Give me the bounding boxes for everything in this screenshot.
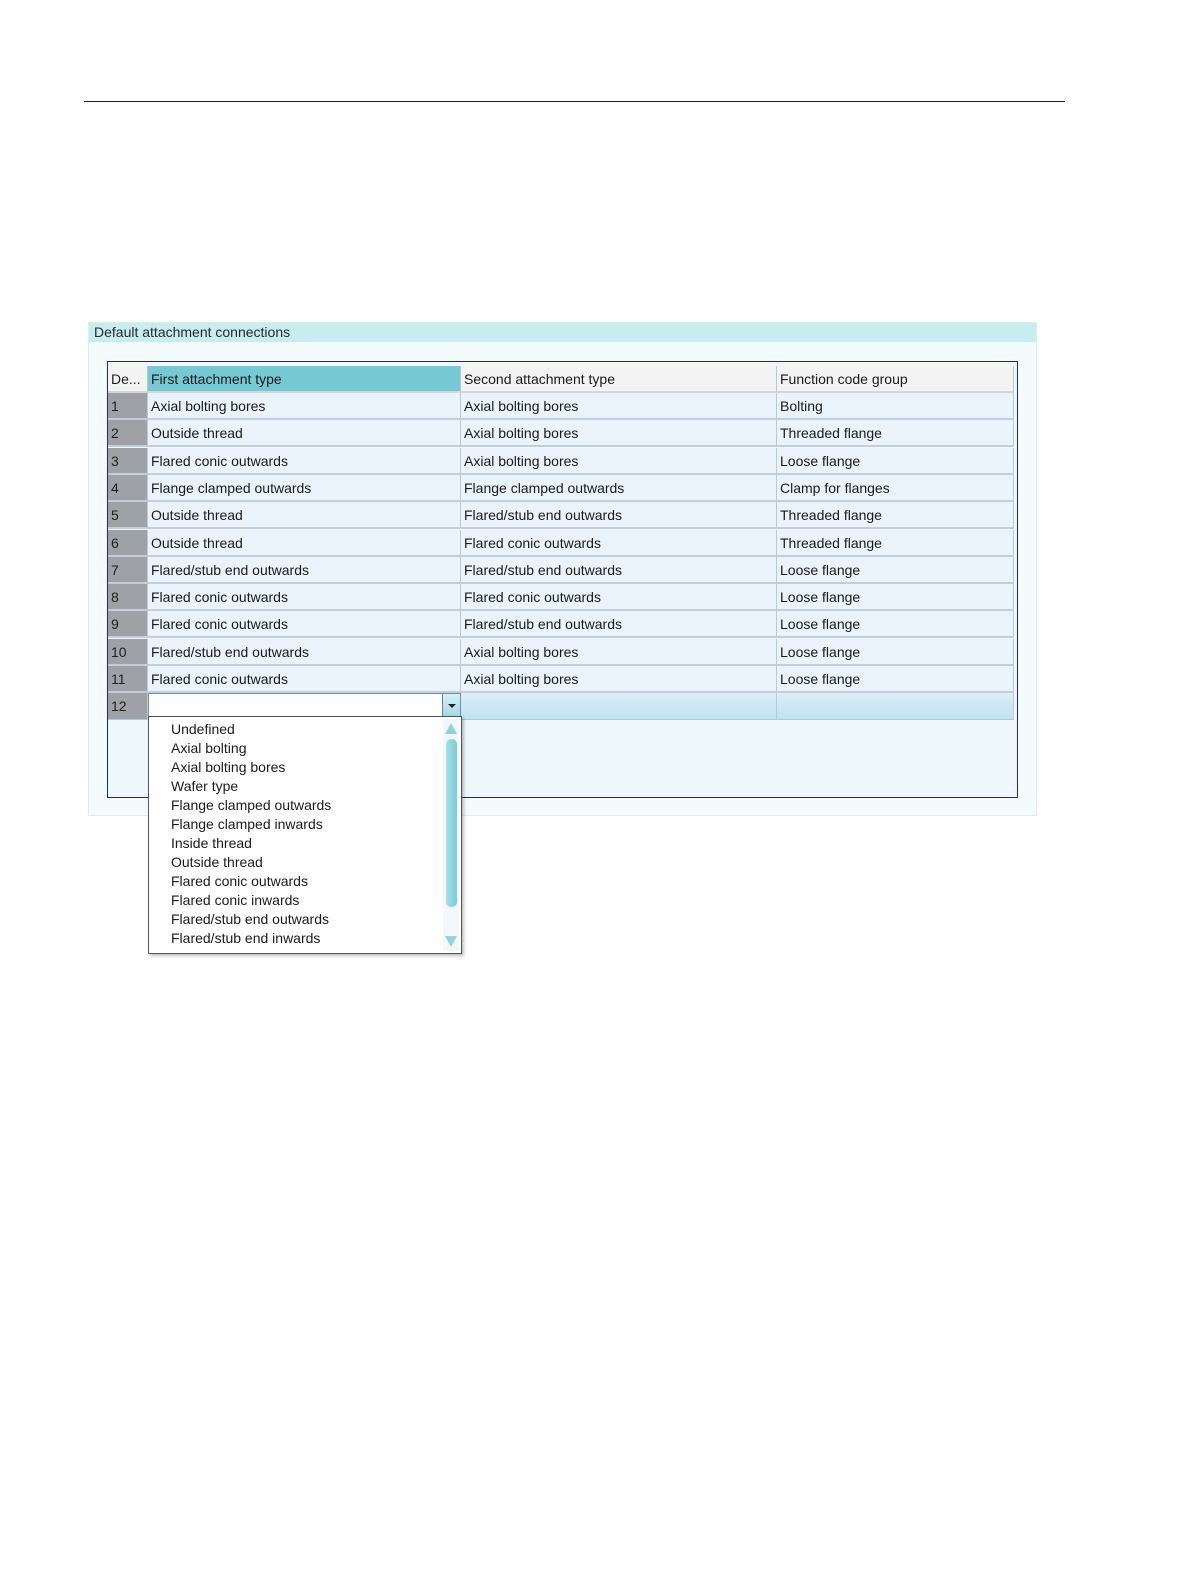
new-row-second-attachment-type[interactable] [461,693,777,720]
dropdown-options [171,720,331,948]
function-code-group-cell[interactable]: Loose flange [777,666,1014,693]
second-attachment-type-cell[interactable]: Axial bolting bores [461,393,777,420]
dropdown-option[interactable]: Flange clamped inwards [171,816,323,832]
column-header-function-code-group[interactable]: Function code group [777,366,1014,393]
new-row-function-code-group[interactable] [777,693,1014,720]
row-index: 5 [108,502,148,529]
dropdown-option[interactable]: Undefined [171,721,235,737]
table-row[interactable] [108,420,1014,447]
table-row[interactable] [108,639,1014,666]
grid-header-row [108,366,1014,393]
first-attachment-type-cell[interactable]: Flared conic outwards [148,611,461,638]
table-row[interactable] [108,584,1014,611]
column-header-first-attachment-type[interactable]: First attachment type [148,366,461,393]
first-attachment-type-cell[interactable]: Outside thread [148,502,461,529]
dropdown-toggle-button[interactable] [442,694,460,718]
row-index: 8 [108,584,148,611]
function-code-group-cell[interactable]: Loose flange [777,611,1014,638]
panel-title: Default attachment connections [89,323,1036,342]
first-attachment-type-cell[interactable]: Flared conic outwards [148,666,461,693]
column-header-index[interactable]: De... [108,366,148,393]
dropdown-option[interactable]: Flange clamped outwards [171,797,332,813]
new-row-index: 12 [108,693,148,720]
second-attachment-type-cell[interactable]: Axial bolting bores [461,639,777,666]
first-attachment-type-cell[interactable]: Flared/stub end outwards [148,639,461,666]
table-row[interactable] [108,502,1014,529]
scroll-thumb[interactable] [446,739,457,907]
dropdown-option[interactable]: Flared/stub end outwards [171,911,329,927]
second-attachment-type-cell[interactable]: Flared/stub end outwards [461,502,777,529]
attachment-type-dropdown-list[interactable] [148,716,462,954]
table-row[interactable] [108,666,1014,693]
first-attachment-type-cell[interactable]: Flared/stub end outwards [148,557,461,584]
dropdown-option[interactable]: Outside thread [171,854,263,870]
function-code-group-cell[interactable]: Loose flange [777,639,1014,666]
dropdown-option[interactable]: Flared conic inwards [171,892,300,908]
row-index: 2 [108,420,148,447]
function-code-group-cell[interactable]: Clamp for flanges [777,475,1014,502]
first-attachment-type-cell[interactable]: Outside thread [148,420,461,447]
dropdown-option[interactable]: Inside thread [171,835,252,851]
row-index: 7 [108,557,148,584]
row-index: 6 [108,530,148,557]
second-attachment-type-cell[interactable]: Flared conic outwards [461,584,777,611]
function-code-group-cell[interactable]: Loose flange [777,557,1014,584]
table-row[interactable] [108,557,1014,584]
page-header-rule [84,101,1065,102]
second-attachment-type-cell[interactable]: Flared/stub end outwards [461,557,777,584]
dropdown-option[interactable]: Flared/stub end inwards [171,930,321,946]
second-attachment-type-cell[interactable]: Flared/stub end outwards [461,611,777,638]
second-attachment-type-cell[interactable]: Axial bolting bores [461,666,777,693]
dropdown-option[interactable]: Wafer type [171,778,239,794]
column-header-second-attachment-type[interactable]: Second attachment type [461,366,777,393]
function-code-group-cell[interactable]: Bolting [777,393,1014,420]
function-code-group-cell[interactable]: Threaded flange [777,420,1014,447]
dropdown-option[interactable]: Axial bolting bores [171,759,286,775]
dropdown-option[interactable]: Flared conic outwards [171,873,308,889]
second-attachment-type-cell[interactable]: Axial bolting bores [461,448,777,475]
row-index: 1 [108,393,148,420]
scroll-down-arrow-icon[interactable] [445,936,457,947]
first-attachment-type-cell[interactable]: Flared conic outwards [148,448,461,475]
dropdown-option[interactable]: Axial bolting [171,740,247,756]
first-attachment-type-cell[interactable]: Axial bolting bores [148,393,461,420]
first-attachment-type-cell[interactable]: Flared conic outwards [148,584,461,611]
second-attachment-type-cell[interactable]: Flange clamped outwards [461,475,777,502]
function-code-group-cell[interactable]: Loose flange [777,448,1014,475]
dropdown-scrollbar[interactable] [443,719,459,951]
row-index: 3 [108,448,148,475]
scroll-up-arrow-icon[interactable] [445,723,457,734]
table-row[interactable] [108,530,1014,557]
second-attachment-type-cell[interactable]: Axial bolting bores [461,420,777,447]
first-attachment-type-cell[interactable]: Outside thread [148,530,461,557]
first-attachment-type-cell[interactable]: Flange clamped outwards [148,475,461,502]
function-code-group-cell[interactable]: Loose flange [777,584,1014,611]
row-index: 11 [108,666,148,693]
function-code-group-cell[interactable]: Threaded flange [777,502,1014,529]
function-code-group-cell[interactable]: Threaded flange [777,530,1014,557]
table-row[interactable] [108,475,1014,502]
table-row[interactable] [108,611,1014,638]
row-index: 4 [108,475,148,502]
table-row[interactable] [108,448,1014,475]
row-index: 9 [108,611,148,638]
table-row[interactable] [108,393,1014,420]
second-attachment-type-cell[interactable]: Flared conic outwards [461,530,777,557]
row-index: 10 [108,639,148,666]
